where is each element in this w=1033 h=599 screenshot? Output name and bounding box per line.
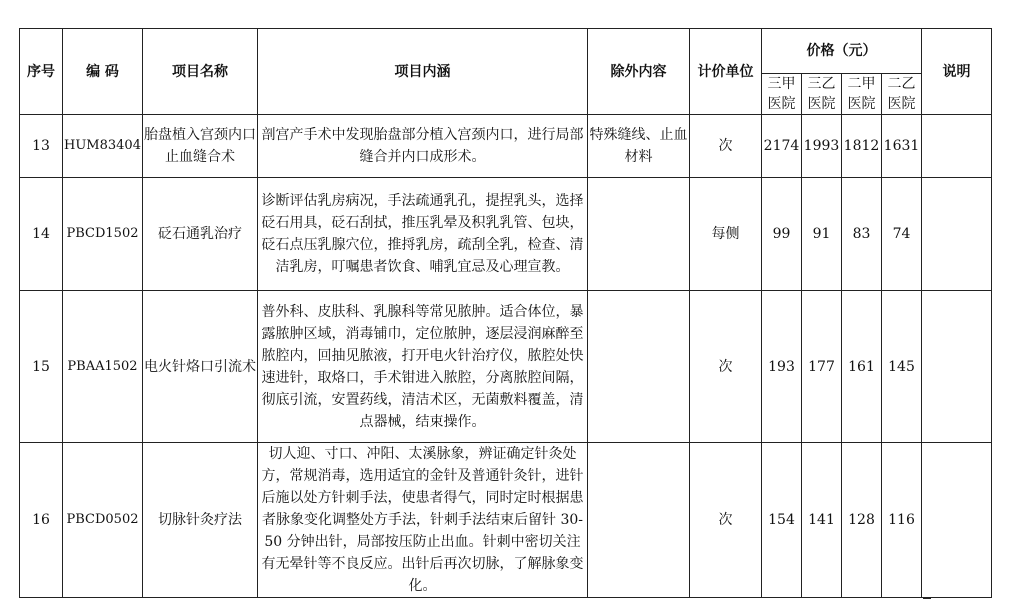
price-table [19,28,992,598]
row-seq: 13 [20,115,63,178]
row-note [922,115,992,178]
row-name: 电火针烙口引流术 [143,291,258,443]
row-content: 普外科、皮肤科、乳腺科等常见脓肿。适合体位，暴露脓肿区域，消毒铺巾，定位脓肿，逐层浸润麻醉至脓腔内，回抽见脓液，打开电火针治疗仪，脓腔处快速进针，取烙口，手术钳进入脓腔，分离脓腔间隔，彻底引流，安置药线，清洁术区，无菌敷料覆盖，清点器械，结束操作。 [258,291,588,443]
row-price-san-jia: 154 [762,443,802,598]
row-content: 切人迎、寸口、冲阳、太溪脉象，辨证确定针灸处方，常规消毒，选用适宜的金针及普通针灸针，进针后施以处方针刺手法，使患者得气，同时定时根据患者脉象变化调整处方手法，针刺手法结束后留针 30-50 分钟出针，局部按压防止出血。针刺中密切关注有无晕针等不良反应。出针后再次切脉，了解脉象变化。 [258,443,588,598]
row-seq: 16 [20,443,63,598]
row-seq: 14 [20,178,63,291]
row-unit: 每侧 [690,178,762,291]
header-code: 编 码 [63,29,143,115]
row-note [922,443,992,598]
row-price-er-jia: 161 [842,291,882,443]
row-price-san-yi: 141 [802,443,842,598]
row-price-san-yi: 177 [802,291,842,443]
header-price-group: 价格（元） [762,29,922,74]
row-unit: 次 [690,291,762,443]
row-name: 砭石通乳治疗 [143,178,258,291]
row-price-er-yi: 116 [882,443,922,598]
row-unit: 次 [690,115,762,178]
header-price-san-jia: 三甲医院 [762,74,802,115]
row-price-er-jia: 128 [842,443,882,598]
header-note: 说明 [922,29,992,115]
header-content: 项目内涵 [258,29,588,115]
row-price-er-yi: 145 [882,291,922,443]
row-price-san-jia: 99 [762,178,802,291]
header-seq: 序号 [20,29,63,115]
header-name: 项目名称 [143,29,258,115]
table-row [20,115,992,178]
row-exclusions: 特殊缝线、止血材料 [588,115,690,178]
row-exclusions [588,178,690,291]
row-price-er-yi: 74 [882,178,922,291]
row-code: PBCD1502 [63,178,143,291]
row-name: 切脉针灸疗法 [143,443,258,598]
table-row [20,291,992,443]
table-row [20,443,992,598]
row-price-san-yi: 91 [802,178,842,291]
table-row [20,178,992,291]
row-note [922,178,992,291]
row-exclusions [588,291,690,443]
row-unit: 次 [690,443,762,598]
row-price-er-yi: 1631 [882,115,922,178]
row-seq: 15 [20,291,63,443]
header-unit: 计价单位 [690,29,762,115]
row-content: 剖宫产手术中发现胎盘部分植入宫颈内口，进行局部缝合并内口成形术。 [258,115,588,178]
header-price-er-jia: 二甲医院 [842,74,882,115]
row-price-san-yi: 1993 [802,115,842,178]
row-code: HUM83404 [63,115,143,178]
row-price-er-jia: 83 [842,178,882,291]
row-code: PBCD0502 [63,443,143,598]
row-exclusions [588,443,690,598]
row-price-san-jia: 193 [762,291,802,443]
header-price-san-yi: 三乙医院 [802,74,842,115]
row-price-san-jia: 2174 [762,115,802,178]
row-name: 胎盘植入宫颈内口止血缝合术 [143,115,258,178]
row-code: PBAA1502 [63,291,143,443]
row-note [922,291,992,443]
header-price-er-yi: 二乙医院 [882,74,922,115]
header-exclusions: 除外内容 [588,29,690,115]
row-content: 诊断评估乳房病况，手法疏通乳孔，提捏乳头，选择砭石用具，砭石刮拭，推压乳晕及积乳乳管、包块，砭石点压乳腺穴位，推捋乳房，疏刮全乳，检查、清洁乳房，叮嘱患者饮食、哺乳宜忌及心理宣教。 [258,178,588,291]
row-price-er-jia: 1812 [842,115,882,178]
